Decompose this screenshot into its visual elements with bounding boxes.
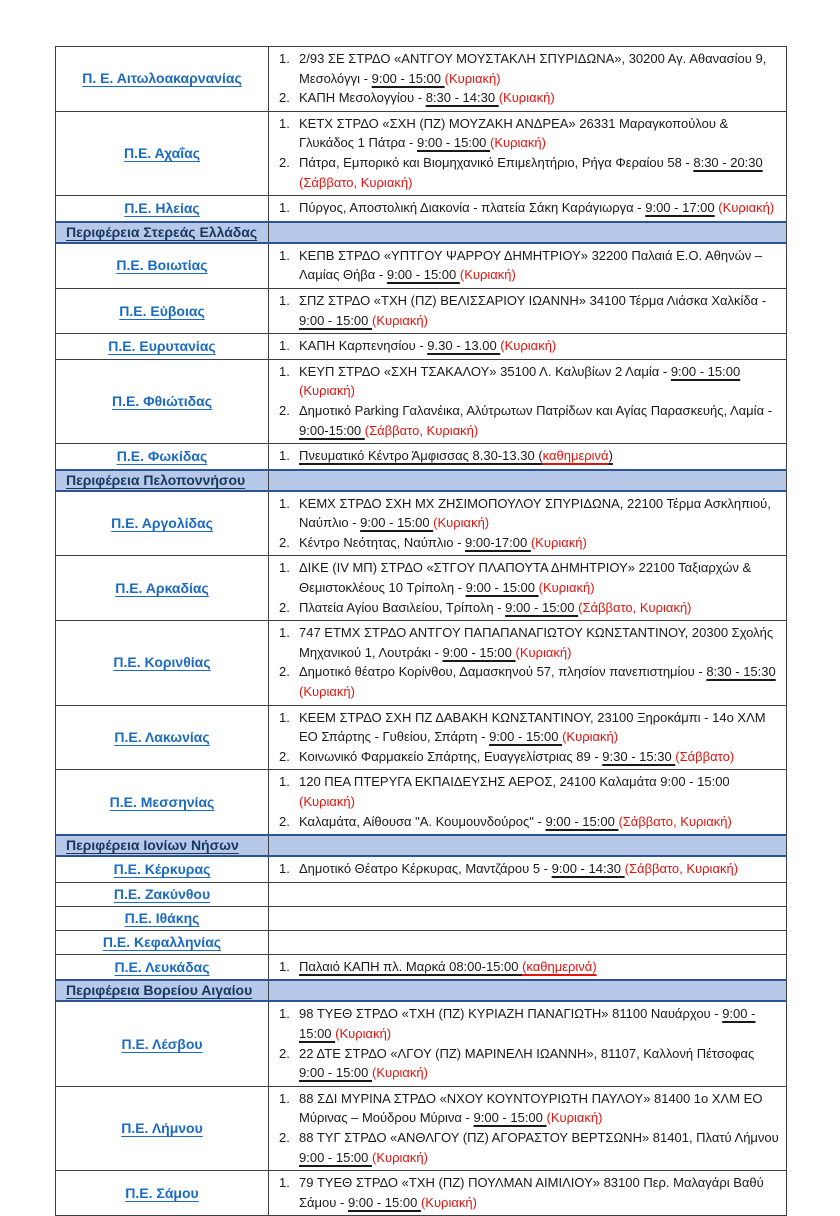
location-text: ΔΙΚΕ (IV ΜΠ) ΣΤΡΔΟ «ΣΤΓΟΥ ΠΛΑΠΟΥΤΑ ΔΗΜΗΤΡΙΟΥ» 22100 Ταξιαρχών & Θεμιστοκλέους 10 Τρίπολη - [299,560,752,596]
item-text [299,49,780,88]
locations-cell [269,334,787,360]
location-item [269,747,780,767]
region-link[interactable]: Π.Ε. Αρκαδίας [115,579,209,596]
hours-text: 9:00 - 15:00 [489,729,563,745]
hours-text: 9:00 - 15:00 [442,644,516,660]
region-row [56,556,787,621]
region-row [56,47,787,112]
day-note: (Κυριακή) [372,1065,428,1081]
region-row [56,906,787,930]
location-item [269,623,780,662]
item-text [299,494,780,533]
item-text [299,362,780,401]
hours-text: 9:00 - 15:00 [360,515,434,531]
hours-text: 9:00 - 14:30 [551,861,625,877]
region-link[interactable]: Π.Ε. Ιθάκης [124,909,200,926]
region-row [56,111,787,195]
item-number: 2. [279,154,290,170]
day-note: (Σάββατο, Κυριακή) [299,174,413,190]
location-text: Παλαιό ΚΑΠΗ πλ. Μαρκά 08:00-15:00 [299,958,523,974]
section-empty-cell [269,222,787,243]
item-number: 2. [279,534,290,550]
region-link[interactable]: Π.Ε. Λέσβου [121,1035,203,1052]
region-name-cell [56,1001,269,1086]
day-note: (Κυριακή) [515,644,572,660]
locations-cell [269,621,787,705]
region-name-cell [56,243,269,289]
item-text [299,859,780,879]
locations-cell [269,954,787,980]
locations-cell [269,491,787,556]
day-note: (Κυριακή) [335,1025,392,1041]
item-text [299,153,780,192]
item-number: 2. [279,1045,290,1061]
day-note: (Σάββατο, Κυριακή) [624,861,739,877]
section-title-cell [56,980,269,1001]
hours-text: 9:00 - 15:00 [299,1065,372,1081]
region-row [56,856,787,882]
region-row [56,770,787,835]
item-number: 1. [279,247,290,263]
region-link[interactable]: Π.Ε. Φθιώτιδας [111,392,213,409]
location-text: 2/93 ΣΕ ΣΤΡΔΟ «ΑΝΤΓΟΥ ΜΟΥΣΤΑΚΛΗ ΣΠΥΡΙΔΩΝΑ», 30200 Αγ. Αθανασίου 9, Μεσολόγγι - [299,51,767,86]
item-number: 1. [279,338,290,354]
hours-text: 9:00-15:00 [299,422,365,438]
item-number: 2. [279,664,290,680]
location-item [269,114,780,153]
locations-cell [269,906,787,930]
region-row [56,288,787,333]
item-text [299,114,780,153]
location-text: Πλατεία Αγίου Βασιλείου, Τρίπολη - [299,599,506,615]
region-name-cell [56,444,269,470]
location-item [269,401,780,440]
location-text: 79 ΤΥΕΘ ΣΤΡΔΟ «ΤΧΗ (ΠΖ) ΠΟΥΛΜΑΝ ΑΙΜΙΛΙΟΥ» 83100 Περ. Μαλαγάρι Βαθύ Σάμου - [299,1175,764,1210]
item-text [299,623,780,662]
item-text [299,772,780,811]
day-note: (Κυριακή) [433,515,490,531]
day-note: (Κυριακή) [546,1110,603,1126]
item-number: 1. [279,363,290,379]
region-name-cell [56,882,269,906]
hours-text: 9:00 - 15:00 [545,813,619,829]
item-text [299,708,780,747]
location-item [269,336,780,356]
day-note: (Κυριακή) [490,135,546,151]
region-link[interactable]: Π.Ε. Μεσσηνίας [109,793,215,810]
item-text [299,246,780,285]
region-name-cell [56,1171,269,1216]
hours-text: 9:00 - 15:00 [465,580,539,596]
region-row [56,196,787,222]
item-number: 1. [279,774,290,790]
item-number: 1. [279,448,290,464]
item-text [299,598,780,618]
item-number: 1. [279,1006,290,1022]
location-text: 98 ΤΥΕΘ ΣΤΡΔΟ «ΤΧΗ (ΠΖ) ΚΥΡΙΑΖΗ ΠΑΝΑΓΙΩΤΗ» 81100 Ναυάρχου - [299,1006,723,1022]
day-note: (Κυριακή) [500,338,557,354]
item-number: 1. [279,1175,290,1191]
region-row [56,243,787,289]
item-text [299,88,780,108]
locations-cell [269,930,787,954]
item-text [299,198,780,218]
location-item [269,1173,780,1212]
hours-text: 9:00 - 15:00 [417,135,491,151]
item-text [299,336,780,356]
location-item [269,362,780,401]
day-note: (καθημερινά) [522,958,597,974]
hours-text: 9:00 - 17:00 [645,200,715,216]
item-text [299,957,780,977]
location-item [269,1128,780,1167]
section-title: Περιφέρεια Ιονίων Νήσων [66,837,239,854]
item-number: 1. [279,200,290,216]
locations-cell [269,1171,787,1216]
location-text: Δημοτικό Θέατρο Κέρκυρας, Μαντζάρου 5 - [299,861,552,877]
locations-cell [269,111,787,195]
day-note: (Κυριακή) [299,794,355,809]
day-note: (Σάββατο, Κυριακή) [578,599,692,615]
location-item [269,598,780,618]
section-title: Περιφέρεια Βορείου Αιγαίου [66,982,253,999]
locations-cell [269,856,787,882]
day-note: (Κυριακή) [562,729,619,745]
section-title-cell [56,835,269,856]
section-title-cell [56,470,269,491]
location-text: ΚΕΤΧ ΣΤΡΔΟ «ΣΧΗ (ΠΖ) ΜΟΥΖΑΚΗ ΑΝΔΡΕΑ» 26331 Μαραγκοπούλου & Γλυκάδος 1 Πάτρα - [299,115,729,151]
region-row [56,705,787,770]
item-text [299,812,780,832]
hours-text: 9:00 - 15:00 [473,1110,547,1126]
item-text [299,1173,780,1212]
item-number: 1. [279,495,290,511]
region-name-cell [56,856,269,882]
location-item [269,859,780,879]
region-link[interactable]: Π. Ε. Αιτωλοακαρνανίας [82,70,242,87]
location-text: ΚΕΕΜ ΣΤΡΔΟ ΣΧΗ ΠΖ ΔΑΒΑΚΗ ΚΩΝΣΤΑΝΤΙΝΟΥ, 23100 Ξηροκάμπι - 14ο ΧΛΜ ΕΟ Σπάρτης - Γυθείου, Σπάρτη - [299,709,766,745]
region-link[interactable]: Π.Ε. Φωκίδας [116,447,208,464]
location-text: Πύργος, Αποστολική Διακονία - πλατεία Σάκη Καράγιωργα - [299,200,646,216]
hours-text: 9:00 - 15:00 [299,1149,372,1165]
hours-text: 8:30 - 14:30 [425,90,499,106]
section-title: Περιφέρεια Στερεάς Ελλάδας [66,223,258,240]
day-note: (Κυριακή) [372,1149,428,1165]
location-item [269,446,780,466]
item-number: 2. [279,90,290,106]
region-name-cell [56,906,269,930]
item-number: 1. [279,115,290,131]
region-name-cell [56,47,269,112]
item-text [299,1044,780,1083]
locations-cell [269,196,787,222]
region-row [56,491,787,556]
region-link[interactable]: Π.Ε. Λευκάδας [114,958,210,975]
item-text [299,662,780,701]
distribution-points-table [55,46,787,1216]
section-empty-cell [269,835,787,856]
hours-text: 9:00 - 15:00 [299,1006,756,1041]
region-row [56,621,787,705]
location-text: ΚΕΥΠ ΣΤΡΔΟ «ΣΧΗ ΤΣΑΚΑΛΟΥ» 35100 Λ. Καλυβίων 2 Λαμία - [299,363,671,379]
locations-cell [269,359,787,443]
hours-text: 9:00 - 15:00 [505,599,579,615]
location-text: 88 ΤΥΓ ΣΤΡΔΟ «ΑΝΘΛΓΟΥ (ΠΖ) ΑΓΟΡΑΣΤΟΥ ΒΕΡΤΣΩΝΗ» 81401, Πλατύ Λήμνου [299,1129,779,1145]
region-name-cell [56,621,269,705]
region-link[interactable]: Π.Ε. Κορινθίας [113,654,211,671]
region-link[interactable]: Π.Ε. Ζακύνθου [113,885,211,902]
item-text [299,401,780,440]
location-text: Δημοτικό θέατρο Κορίνθου, Δαμασκηνού 57, πλησίον πανεπιστημίου - [299,664,707,680]
day-note: (Κυριακή) [299,383,355,399]
item-number: 2. [279,813,290,829]
location-text: Κέντρο Νεότητας, Ναύπλιο - [299,534,466,550]
location-item [269,812,780,832]
section-row [56,222,787,243]
locations-cell [269,444,787,470]
region-row [56,359,787,443]
location-item [269,1044,780,1083]
location-item [269,662,780,701]
region-row [56,1086,787,1170]
location-item [269,533,780,553]
item-text [299,1128,780,1167]
region-link[interactable]: Π.Ε. Ευρυτανίας [108,337,216,354]
locations-cell [269,288,787,333]
day-note: (Σάββατο) [675,748,735,764]
section-row [56,470,787,491]
locations-cell [269,1001,787,1086]
region-name-cell [56,359,269,443]
locations-cell [269,243,787,289]
locations-cell [269,705,787,770]
locations-cell [269,882,787,906]
day-note: (Κυριακή) [444,70,501,86]
location-text: Καλαμάτα, Αίθουσα "Α. Κουμουνδούρος" - [299,813,546,829]
item-number: 2. [279,599,290,615]
hours-text: 8:30 - 15:30 [706,664,776,680]
region-name-cell [56,491,269,556]
region-row [56,1171,787,1216]
day-note: (Κυριακή) [372,312,428,328]
location-item [269,49,780,88]
item-number: 2. [279,748,290,764]
location-text: 22 ΔΤΕ ΣΤΡΔΟ «ΛΓΟΥ (ΠΖ) ΜΑΡΙΝΕΛΗ ΙΩΑΝΝΗ», 81107, Καλλονή Πέτσοφας [299,1045,755,1061]
day-note: (Σάββατο, Κυριακή) [364,422,479,438]
region-name-cell [56,334,269,360]
item-text [299,558,780,597]
day-note: (Κυριακή) [420,1194,477,1210]
day-note: (Κυριακή) [498,90,555,106]
item-number: 1. [279,709,290,725]
day-note: (Κυριακή) [718,200,775,216]
location-item [269,88,780,108]
location-text: Πνευματικό Κέντρο Άμφισσας 8.30-13.30 ( [299,448,543,464]
region-row [56,444,787,470]
location-text: ΚΑΠΗ Καρπενησίου - [299,338,428,354]
section-title-cell [56,222,269,243]
item-text [299,1089,780,1128]
region-name-cell [56,288,269,333]
location-item [269,494,780,533]
location-text: Δημοτικό Parking Γαλανέικα, Αλύτρωτων Πατρίδων και Αγίας Παρασκευής, Λαμία - [299,402,773,418]
item-text [299,291,780,330]
location-item [269,1089,780,1128]
region-link[interactable]: Π.Ε. Εύβοιας [119,302,205,319]
day-note: (Κυριακή) [530,534,587,550]
location-text: ΣΠΖ ΣΤΡΔΟ «ΤΧΗ (ΠΖ) ΒΕΛΙΣΣΑΡΙΟΥ ΙΩΑΝΝΗ» 34100 Τέρμα Λιάσκα Χαλκίδα - [299,292,767,308]
region-link[interactable]: Π.Ε. Κέρκυρας [113,860,211,877]
item-number: 1. [279,560,290,576]
location-text: ΚΕΜΧ ΣΤΡΔΟ ΣΧΗ ΜΧ ΖΗΣΙΜΟΠΟΥΛΟΥ ΣΠΥΡΙΔΩΝΑ, 22100 Τέρμα Ασκληπιού, Ναύπλιο - [299,495,771,531]
region-name-cell [56,196,269,222]
locations-cell [269,47,787,112]
hours-text: 9:00 - 15:00 [299,312,372,328]
day-note: (Κυριακή) [538,580,595,596]
location-item [269,153,780,192]
location-item [269,772,780,811]
location-text: 120 ΠΕΑ ΠΤΕΡΥΓΑ ΕΚΠΑΙΔΕΥΣΗΣ ΑΕΡΟΣ, 24100 Καλαμάτα 9:00 - 15:00 [299,774,730,790]
region-row [56,334,787,360]
item-number: 2. [279,1129,290,1145]
region-name-cell [56,930,269,954]
item-number: 1. [279,958,290,974]
day-note: (Σάββατο, Κυριακή) [618,813,732,829]
section-empty-cell [269,470,787,491]
locations-cell [269,1086,787,1170]
location-text: ΚΕΠΒ ΣΤΡΔΟ «ΥΠΤΓΟΥ ΨΑΡΡΟΥ ΔΗΜΗΤΡΙΟΥ» 32200 Παλαιά Ε.Ο. Αθηνών – Λαμίας Θήβα - [299,247,763,283]
region-link[interactable]: Π.Ε. Λήμνου [121,1119,203,1136]
location-item [269,291,780,330]
region-name-cell [56,1086,269,1170]
region-row [56,1001,787,1086]
item-number: 2. [279,402,290,418]
location-item [269,558,780,597]
locations-cell [269,556,787,621]
section-row [56,835,787,856]
item-text [299,1004,780,1043]
region-link[interactable]: Π.Ε. Βοιωτίας [116,257,208,274]
table-body [56,47,787,1216]
region-link[interactable]: Π.Ε. Αργολίδας [111,515,213,532]
item-text [299,747,780,767]
section-title: Περιφέρεια Πελοποννήσου [66,471,246,488]
item-text [299,533,780,553]
region-row [56,954,787,980]
section-empty-cell [269,980,787,1001]
region-row [56,882,787,906]
hours-text: 9:00 - 15:00 [347,1194,421,1210]
item-text [299,446,780,466]
hours-text: 9.30 - 13.00 [427,338,501,354]
location-item [269,198,780,218]
location-item [269,246,780,285]
region-name-cell [56,770,269,835]
section-row [56,980,787,1001]
hours-text: 9:30 - 15:30 [602,748,676,764]
location-item [269,1004,780,1043]
day-note: (Κυριακή) [459,267,516,283]
day-note: καθημερινά [542,448,609,464]
location-text: Κοινωνικό Φαρμακείο Σπάρτης, Ευαγγελίστριας 89 - [299,748,603,764]
region-name-cell [56,556,269,621]
location-item [269,957,780,977]
item-number: 1. [279,625,290,641]
hours-text: 9:00 - 15:00 [670,363,741,379]
location-text: 747 ΕΤΜΧ ΣΤΡΔΟ ΑΝΤΓΟΥ ΠΑΠΑΠΑΝΑΓΙΩΤΟΥ ΚΩΝΣΤΑΝΤΙΝΟΥ, 20300 Σχολής Μηχανικού 1, Λουτράκι - [299,625,774,660]
location-text: Πάτρα, Εμπορικό και Βιομηχανικό Επιμελητήριο, Ρήγα Φεραίου 58 - [299,154,694,170]
location-text: ΚΑΠΗ Μεσολογγίου - [299,90,426,106]
location-text: 88 ΣΔΙ ΜΥΡΙΝΑ ΣΤΡΔΟ «ΝΧΟΥ ΚΟΥΝΤΟΥΡΙΩΤΗ ΠΑΥΛΟΥ» 81400 1ο ΧΛΜ ΕΟ Μύρινας – Μούδρου Μύρινα - [299,1090,763,1126]
hours-text: 9:00 - 15:00 [371,70,445,86]
day-note: (Κυριακή) [299,684,355,700]
region-name-cell [56,954,269,980]
region-row [56,930,787,954]
region-name-cell [56,111,269,195]
region-link[interactable]: Π.Ε. Αχαΐας [123,144,201,161]
hours-text: 9:00 - 15:00 [386,267,460,283]
location-item [269,708,780,747]
hours-text: 8:30 - 20:30 [693,154,763,170]
region-link[interactable]: Π.Ε. Σάμου [125,1184,199,1201]
region-link[interactable]: Π.Ε. Κεφαλληνίας [102,933,222,950]
region-link[interactable]: Π.Ε. Ηλείας [124,199,200,216]
locations-cell [269,770,787,835]
item-number: 1. [279,1090,290,1106]
location-text: ) [608,448,613,464]
region-link[interactable]: Π.Ε. Λακωνίας [114,729,210,746]
region-name-cell [56,705,269,770]
item-number: 1. [279,861,290,877]
item-number: 1. [279,292,290,308]
item-number: 1. [279,51,290,66]
hours-text: 9:00-17:00 [465,534,531,550]
